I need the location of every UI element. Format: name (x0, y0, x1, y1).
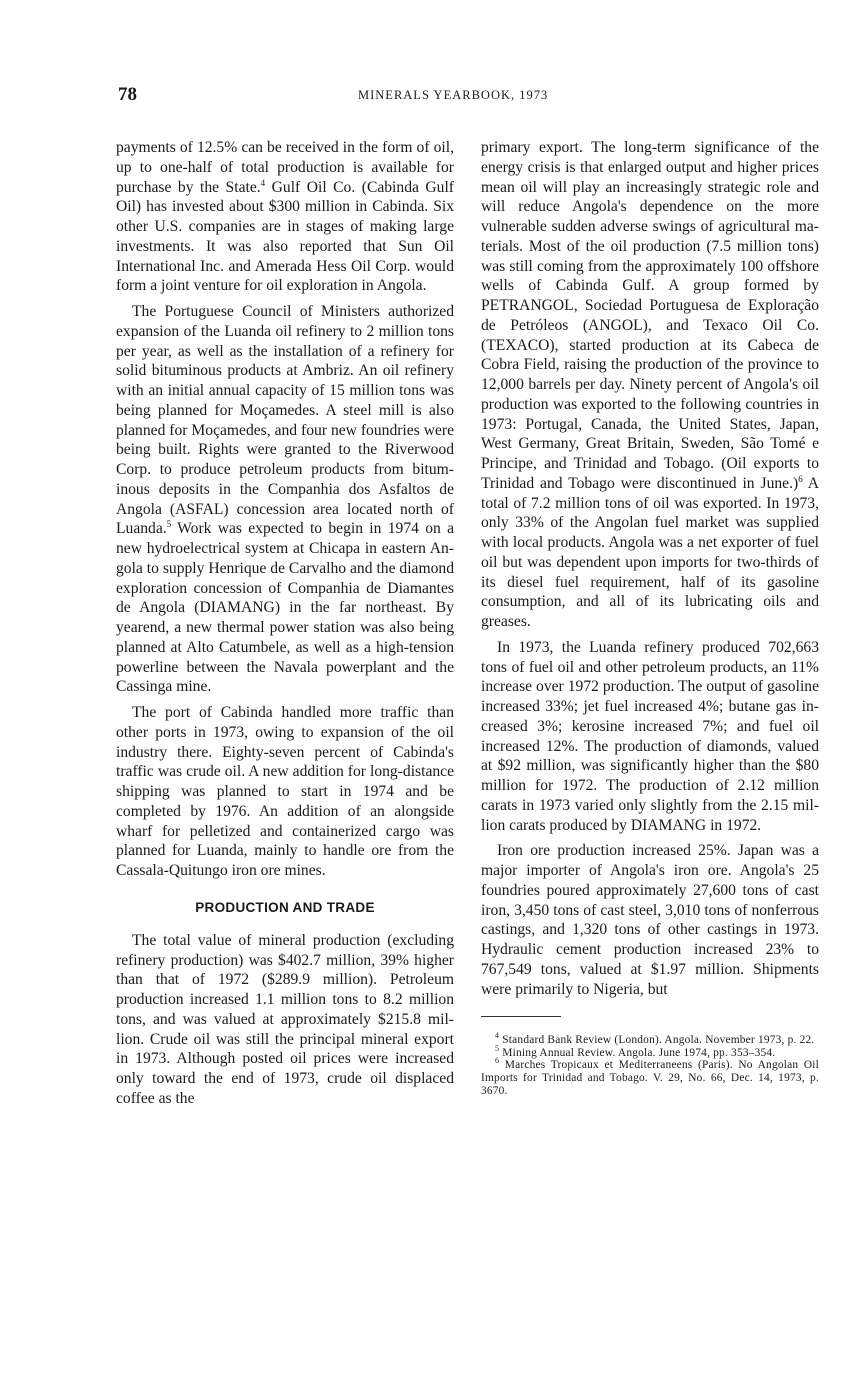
footnote-divider (481, 1016, 561, 1017)
footnotes (481, 1031, 819, 1097)
footnote-reference: 6 (798, 473, 803, 484)
footnote-mark: 5 (495, 1044, 500, 1054)
paragraph-mineral-production: The total value of mineral production (excluding refinery production) was $402.7 million, 39% higher than that of 1972 ($289.9 million). Petroleum production increased 1.1 million tons to 8.2 million tons, and was valued at approximately $215.8 million. Crude oil was still the principal mineral export in 1973. Although posted oil prices were increased only toward the end of 1973, crude oil displaced coffee as the (116, 931, 454, 1107)
paragraph-text: primary export. The long-term significance of the energy crisis is that enlarged output and higher prices mean oil will play an increasingly strategic role and will reduce Angola's dependence on the more vulnerable sudden adverse swings of agricultural materials. Most of the oil production (7.5 million tons) was still coming from the approximately 100 offshore wells of Cabinda Gulf. A group formed by PETRANGOL, Sociedad Portuguesa de Exploração de Petróleos (ANGOL), and Texaco Oil Co. (TEXACO), started production at its Cabeca de Cobra Field, raising the production of the province to 12,000 barrels per day. Ninety percent of Angola's oil production was exported to the following countries in 1973: Portugal, Canada, the United States, Japan, West Germany, Great Britain, Sweden, São Tomé e Principe, and Trinidad and Tobago. (Oil exports to Trinidad and Tobago were discontinued in June.) (481, 139, 819, 492)
paragraph-primary-export (481, 138, 819, 632)
paragraph-text: payments of 12.5% can be received in the form of oil, up to one-half of total production is available for purchase by the State. (116, 139, 454, 196)
footnote (481, 1056, 819, 1097)
paragraph-text: Work was expected to begin in 1974 on a new hydroelectrical system at Chicapa in eastern Angola to supply Henrique de Carvalho and the diamond exploration concession of Companhia de Diamantes de Angola (DIAMANG) in the far northeast. By yearend, a new thermal power station was also being planned at Alto Catumbele, as well as a high-tension powerline between the Navala powerplant and the Cassinga mine. (116, 520, 454, 696)
footnote-text: Marches Tropicaux et Mediterraneens (Paris). No Angolan Oil Imports for Trinidad and Tobago. V. 29, No. 66, Dec. 14, 1973, p. 3670. (481, 1059, 819, 1097)
section-heading: PRODUCTION AND TRADE (195, 899, 375, 915)
footnote-text: Standard Bank Review (London). Angola. November 1973, p. 22. (502, 1034, 815, 1047)
page-number: 78 (118, 84, 137, 105)
footnote-reference: 5 (166, 519, 172, 530)
paragraph-council-of-ministers (116, 302, 454, 697)
right-column (481, 138, 819, 1097)
footnote-text: Mining Annual Review. Angola. June 1974, pp. 353–354. (502, 1046, 776, 1059)
paragraph-oil-investments (116, 138, 454, 296)
footnote-mark: 4 (495, 1031, 500, 1041)
paragraph-text: A total of 7.2 million tons of oil was exported. In 1973, only 33% of the Angolan fuel market was supplied with local products. Angola was a net exporter of fuel oil but was dependent upon imports for two-thirds of its diesel fuel requirement, half of its gasoline consumption, and all of its lubricating oils and greases. (481, 474, 819, 630)
paragraph-port-of-cabinda: The port of Cabinda handled more traffic than other ports in 1973, owing to expansion of the oil industry there. Eighty-seven percent of Cabinda's traffic was crude oil. A new addition for long-distance shipping was planned to start in 1974 and be completed by 1976. An addition of an alongside wharf for pelletized and containerized cargo was planned for Luanda, mainly to handle ore from the Cassala-Quitungo iron ore mines. (116, 704, 454, 879)
footnote-mark: 6 (495, 1056, 500, 1066)
paragraph-iron-ore: Iron ore production increased 25%. Japan was a major importer of Angola's iron ore. Angola's 25 foundries poured approximately 27,600 tons of cast iron, 3,450 tons of cast steel, 3,010 tons of nonferrous castings, and 1,320 tons of other castings in 1973. Hydraulic cement production increased 23% to 767,549 tons, valued at $1.97 million. Shipments were primarily to Nigeria, but (481, 842, 819, 998)
footnote (481, 1044, 819, 1060)
paragraph-luanda-refinery: In 1973, the Luanda refinery produced 702,663 tons of fuel oil and other petroleum products, an 11% increase over 1972 production. The output of gasoline increased 33%; jet fuel increased 4%; butane gas increased 3%; kerosine increased 7%; and fuel oil increased 12%. The production of diamonds, valued at $92 million, was significantly higher than the $80 million for 1972. The production of 2.12 million carats in 1973 varied only slightly from the 2.15 million carats produced by DIAMANG in 1972. (481, 638, 819, 834)
page-header (118, 84, 823, 108)
running-title: MINERALS YEARBOOK, 1973 (358, 88, 549, 102)
paragraph-text: The Portuguese Council of Ministers authorized expansion of the Luanda oil refinery to 2 million tons per year, as well as the installation of a refinery for solid bituminous products at Ambriz. An oil refinery with an initial annual capacity of 15 million tons was being planned for Moçamedes. A steel mill is also planned for Moçamedes, and four new foundries were being built. Rights were granted to the Riverwood Corp. to produce petroleum products from bituminous deposits in the Companhia dos Asfaltos de Angola (ASFAL) concession area located north of Luanda. (116, 303, 454, 538)
footnote (481, 1031, 819, 1047)
left-column (116, 138, 454, 1109)
footnote-reference: 4 (260, 177, 266, 188)
paragraph-text: Gulf Oil Co. (Cabinda Gulf Oil) has invested about $300 million in Cabinda. Six other U.S. companies are in stages of making large investments. It was also reported that Sun Oil International Inc. and Amerada Hess Oil Corp. would form a joint venture for oil exploration in Angola. (116, 178, 454, 295)
